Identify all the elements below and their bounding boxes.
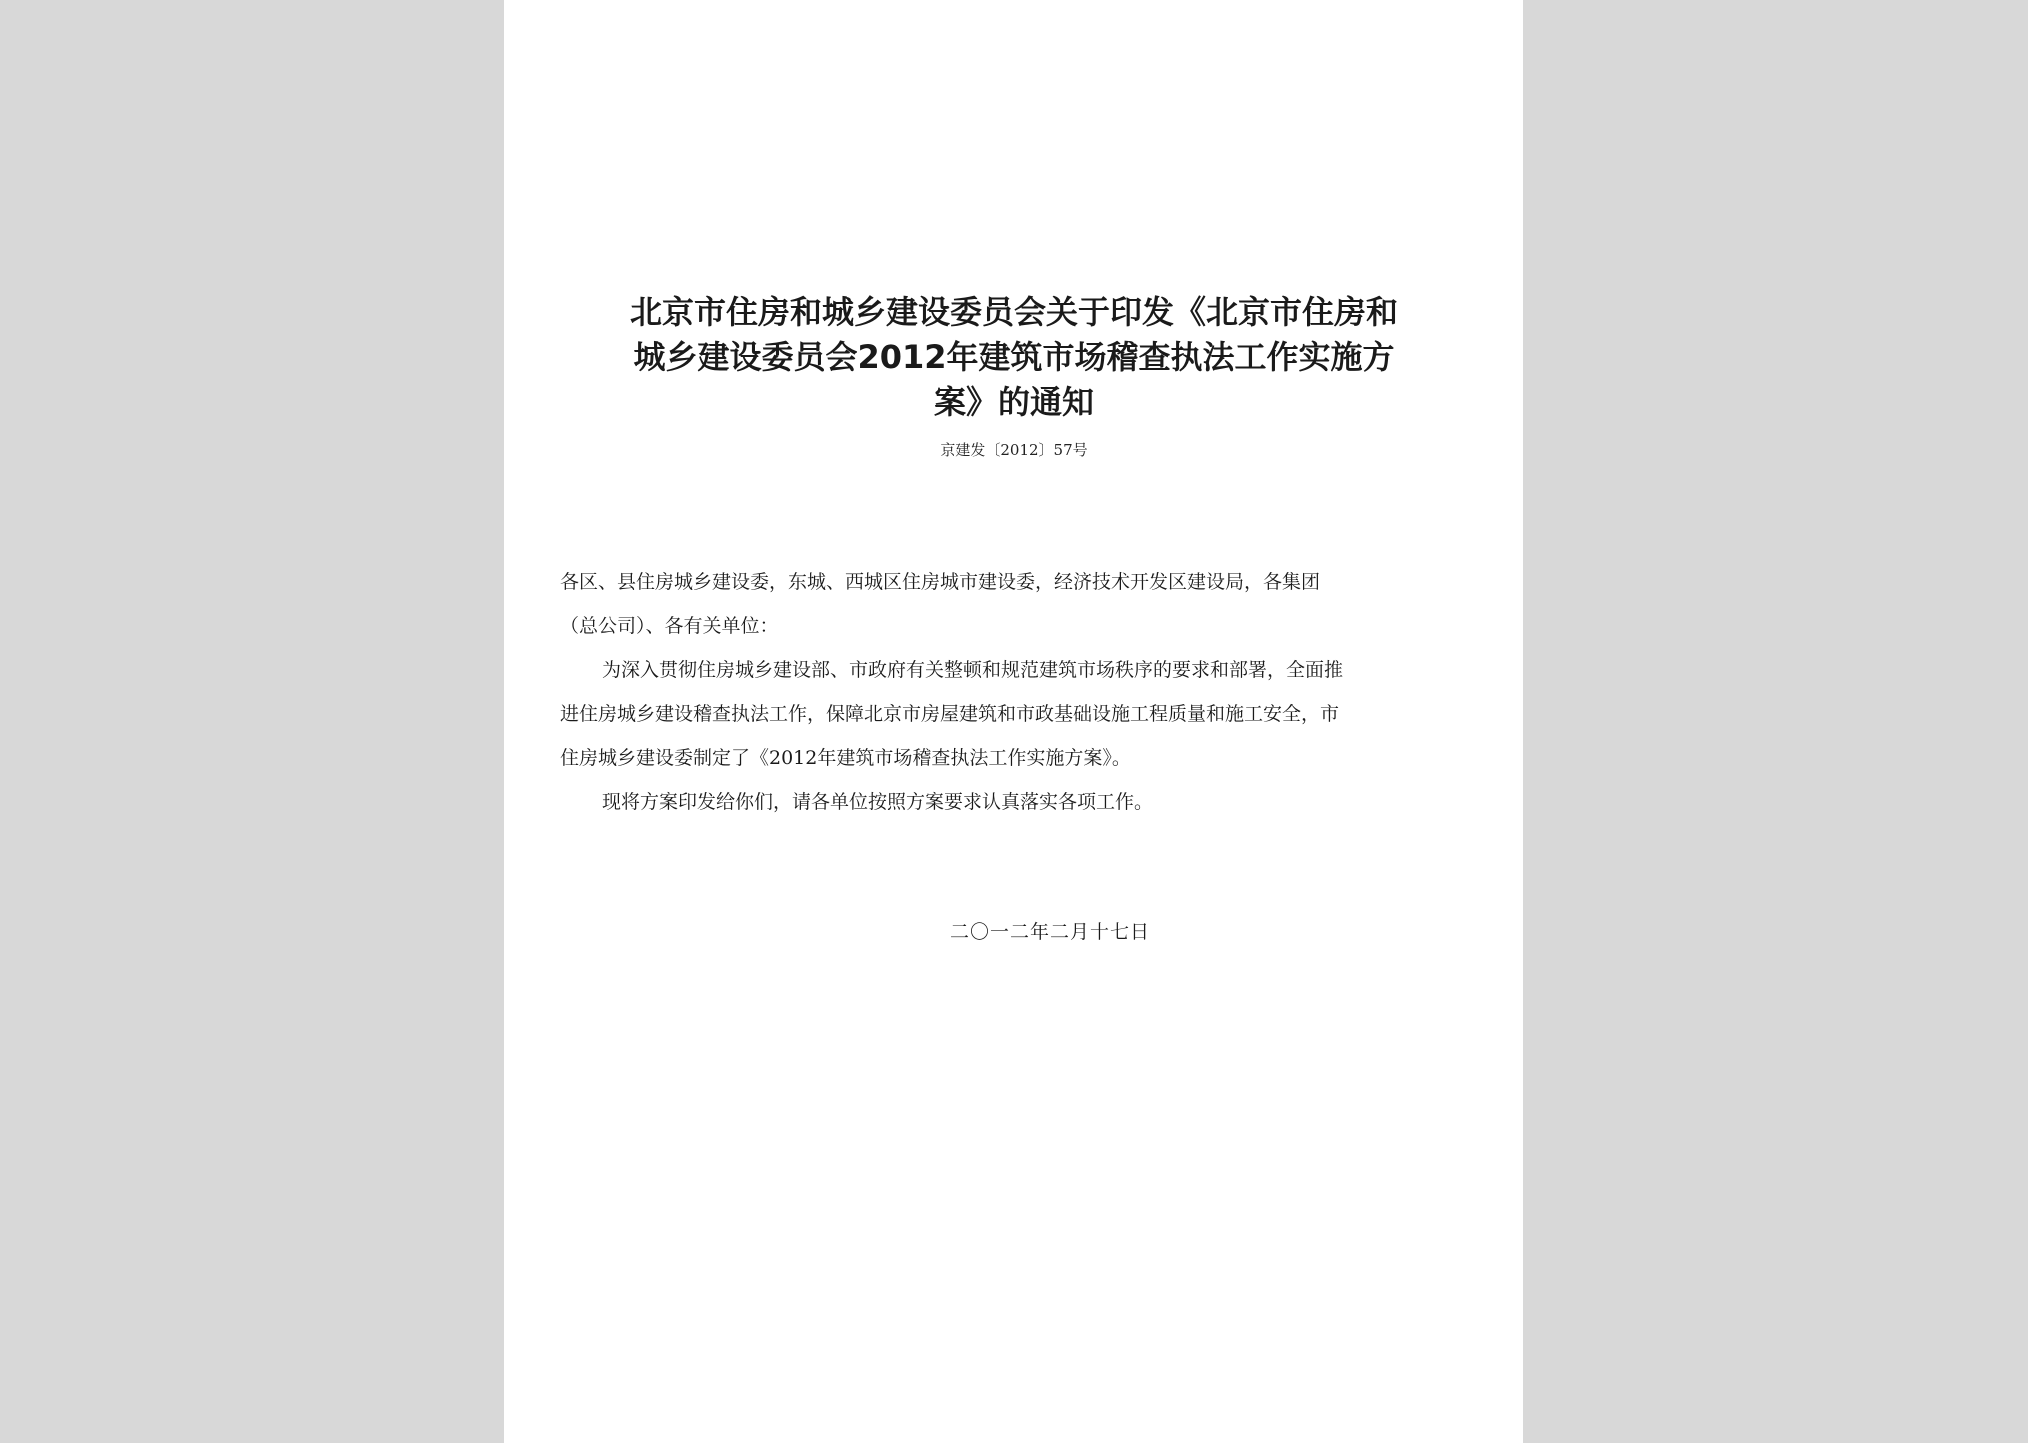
document-number: 京建发〔2012〕57号 xyxy=(940,441,1088,459)
title-line: 北京市住房和城乡建设委员会关于印发《北京市住房和 xyxy=(629,293,1398,331)
paragraph-line: 现将方案印发给你们，请各单位按照方案要求认真落实各项工作。 xyxy=(602,791,1154,813)
title-line: 案》的通知 xyxy=(933,383,1094,421)
addressee-line: （总公司）、各有关单位： xyxy=(560,615,779,637)
paragraph-line: 进住房城乡建设稽查执法工作，保障北京市房屋建筑和市政基础设施工程质量和施工安全，市 xyxy=(560,703,1340,725)
title-line: 城乡建设委员会2012年建筑市场稽查执法工作实施方 xyxy=(633,338,1395,376)
addressee-line: 各区、县住房城乡建设委，东城、西城区住房城市建设委，经济技术开发区建设局，各集团 xyxy=(560,571,1321,593)
document-date: 二〇一二年二月十七日 xyxy=(950,921,1151,943)
paragraph-line: 为深入贯彻住房城乡建设部、市政府有关整顿和规范建筑市场秩序的要求和部署，全面推 xyxy=(602,659,1344,681)
document-page xyxy=(504,0,1523,1443)
document-body xyxy=(560,560,1460,824)
document-title xyxy=(564,290,1464,425)
paragraph-line: 住房城乡建设委制定了《2012年建筑市场稽查执法工作实施方案》。 xyxy=(560,747,1131,769)
